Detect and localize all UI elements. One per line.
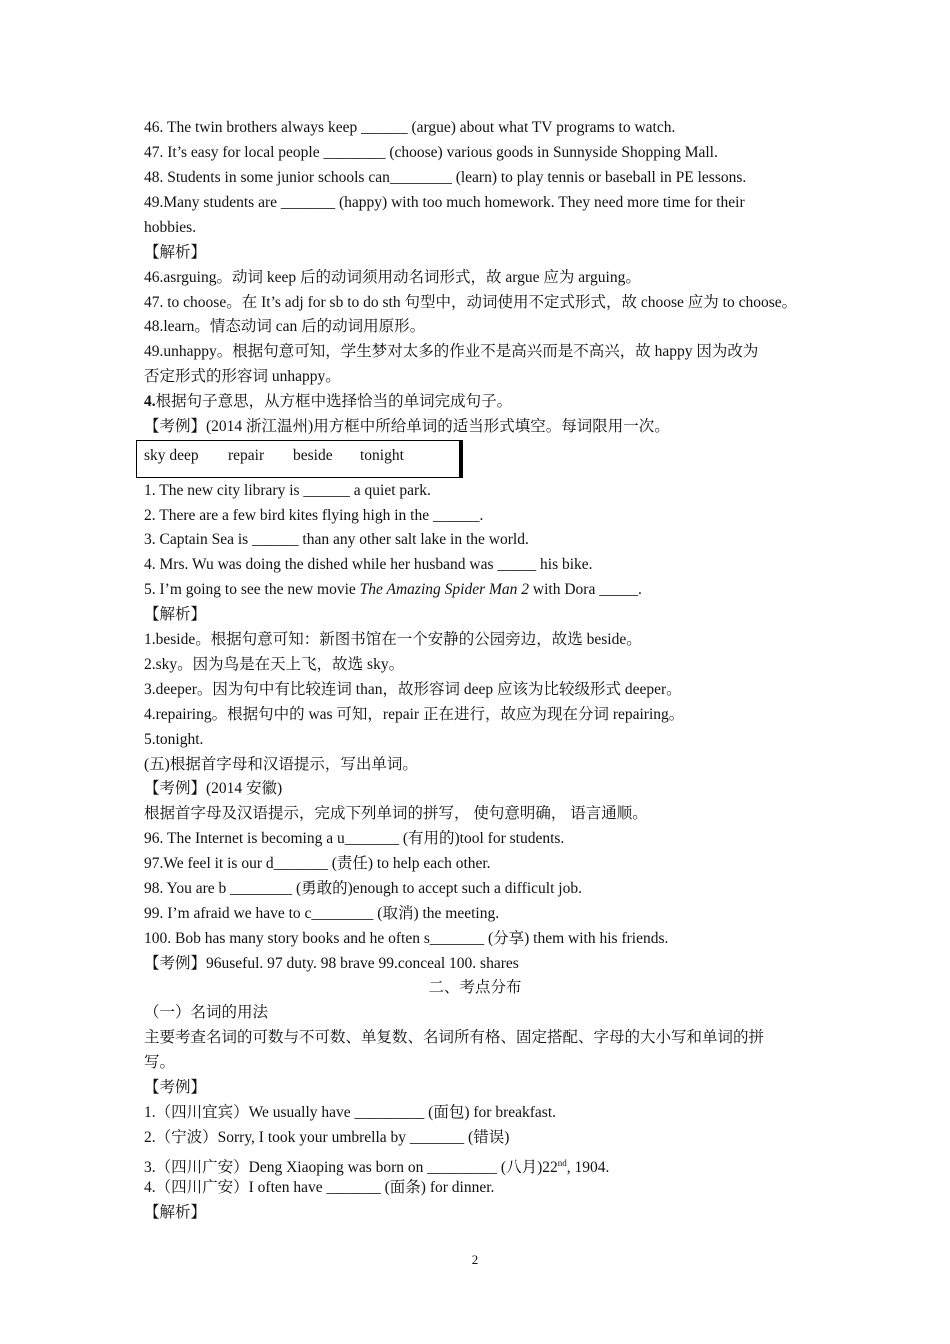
question-97: 97.We feel it is our d_______ (责任) to help each other. bbox=[144, 855, 491, 872]
question-98: 98. You are b ________ (勇敢的)enough to accept such a difficult job. bbox=[144, 880, 582, 897]
analysis-label: 【解析】 bbox=[144, 1204, 207, 1221]
noun-question-4: 4.（四川广安）I often have _______ (面条) for dinner. bbox=[144, 1179, 495, 1196]
section-5-heading: (五)根据首字母和汉语提示，写出单词。 bbox=[144, 756, 418, 773]
question-48: 48. Students in some junior schools can________ (learn) to play tennis or baseball in PE lessons. bbox=[144, 169, 747, 186]
answer-47: 47. to choose。在 It’s adj for sb to do sth 句型中，动词使用不定式形式，故 choose 应为 to choose。 bbox=[144, 294, 798, 311]
example-header: 【考例】(2014 安徽) bbox=[144, 780, 283, 797]
word-box-item: tonight bbox=[360, 447, 404, 464]
example-label: 【考例】 bbox=[144, 1079, 207, 1096]
question-99: 99. I’m afraid we have to c________ (取消) the meeting. bbox=[144, 905, 500, 922]
question-96: 96. The Internet is becoming a u_______ (有用的)tool for students. bbox=[144, 830, 565, 847]
noun-question-3 bbox=[144, 1153, 609, 1178]
section-heading: 二、考点分布 bbox=[428, 979, 522, 996]
question-100: 100. Bob has many story books and he often s_______ (分享) them with his friends. bbox=[144, 930, 669, 947]
answer-49-line1: 49.unhappy。根据句意可知，学生梦对太多的作业不是高兴而是不高兴，故 happy 因为改为 bbox=[144, 343, 759, 360]
box-answer-2: 2.sky。因为鸟是在天上飞，故选 sky。 bbox=[144, 656, 405, 673]
answer-49-line2: 否定形式的形容词 unhappy。 bbox=[144, 368, 341, 385]
n3-text-pre: 3.（四川广安）Deng Xiaoping was born on _________ (八月)22 bbox=[144, 1159, 558, 1176]
word-box-item: sky deep bbox=[144, 447, 199, 464]
answer-46: 46.asrguing。动词 keep 后的动词须用动名词形式，故 argue 应为 arguing。 bbox=[144, 269, 641, 286]
box-answer-4: 4.repairing。根据句中的 was 可知，repair 正在进行，故应为现在分词 repairing。 bbox=[144, 706, 685, 723]
noun-question-2: 2.（宁波）Sorry, I took your umbrella by _______ (错误) bbox=[144, 1129, 510, 1146]
movie-title: The Amazing Spider Man 2 bbox=[359, 581, 530, 598]
box-answer-3: 3.deeper。因为句中有比较连词 than，故形容词 deep 应该为比较级形式 deeper。 bbox=[144, 681, 682, 698]
n3-text-post: , 1904. bbox=[566, 1159, 610, 1176]
example-header: 【考例】(2014 浙江温州)用方框中所给单词的适当形式填空。每词限用一次。 bbox=[144, 418, 670, 435]
noun-question-1: 1.（四川宜宾）We usually have _________ (面包) for breakfast. bbox=[144, 1104, 556, 1121]
box-answer-5: 5.tonight. bbox=[144, 731, 204, 748]
page-number: 2 bbox=[471, 1252, 479, 1267]
analysis-label: 【解析】 bbox=[144, 244, 207, 261]
answers-96-100: 【考例】96useful. 97 duty. 98 brave 99.conceal 100. shares bbox=[144, 955, 519, 972]
q5-text-post: with Dora _____. bbox=[529, 581, 642, 598]
instructions: 根据首字母及汉语提示，完成下列单词的拼写， 使句意明确， 语言通顺。 bbox=[144, 805, 648, 822]
description-line1: 主要考查名词的可数与不可数、单复数、名词所有格、固定搭配、字母的大小写和单词的拼 bbox=[144, 1029, 765, 1046]
word-box bbox=[136, 440, 460, 478]
q5-text-pre: 5. I’m going to see the new movie bbox=[144, 581, 360, 598]
box-question-2: 2. There are a few bird kites flying high in the ______. bbox=[144, 507, 484, 524]
word-box-item: repair bbox=[228, 447, 265, 464]
answer-48: 48.learn。情态动词 can 后的动词用原形。 bbox=[144, 318, 426, 335]
section-4-heading: 4.根据句子意思，从方框中选择恰当的单词完成句子。 bbox=[144, 393, 513, 410]
subsection-heading: （一）名词的用法 bbox=[144, 1004, 269, 1021]
ordinal-suffix: nd bbox=[557, 1158, 567, 1168]
box-answer-1: 1.beside。根据句意可知：新图书馆在一个安静的公园旁边，故选 beside。 bbox=[144, 631, 642, 648]
section-number: 4. bbox=[144, 393, 156, 410]
question-49-line1: 49.Many students are _______ (happy) with too much homework. They need more time for their bbox=[144, 194, 745, 211]
box-question-3: 3. Captain Sea is ______ than any other salt lake in the world. bbox=[144, 531, 529, 548]
analysis-label: 【解析】 bbox=[144, 606, 207, 623]
question-47: 47. It’s easy for local people ________ (choose) various goods in Sunnyside Shopping Mall. bbox=[144, 144, 718, 161]
box-question-1: 1. The new city library is ______ a quiet park. bbox=[144, 482, 431, 499]
description-line2: 写。 bbox=[144, 1054, 176, 1071]
question-46: 46. The twin brothers always keep ______ (argue) about what TV programs to watch. bbox=[144, 119, 676, 136]
question-49-line2: hobbies. bbox=[144, 219, 197, 236]
box-question-5 bbox=[144, 580, 642, 600]
box-question-4: 4. Mrs. Wu was doing the dished while her husband was _____ his bike. bbox=[144, 556, 593, 573]
word-box-item: beside bbox=[293, 447, 333, 464]
